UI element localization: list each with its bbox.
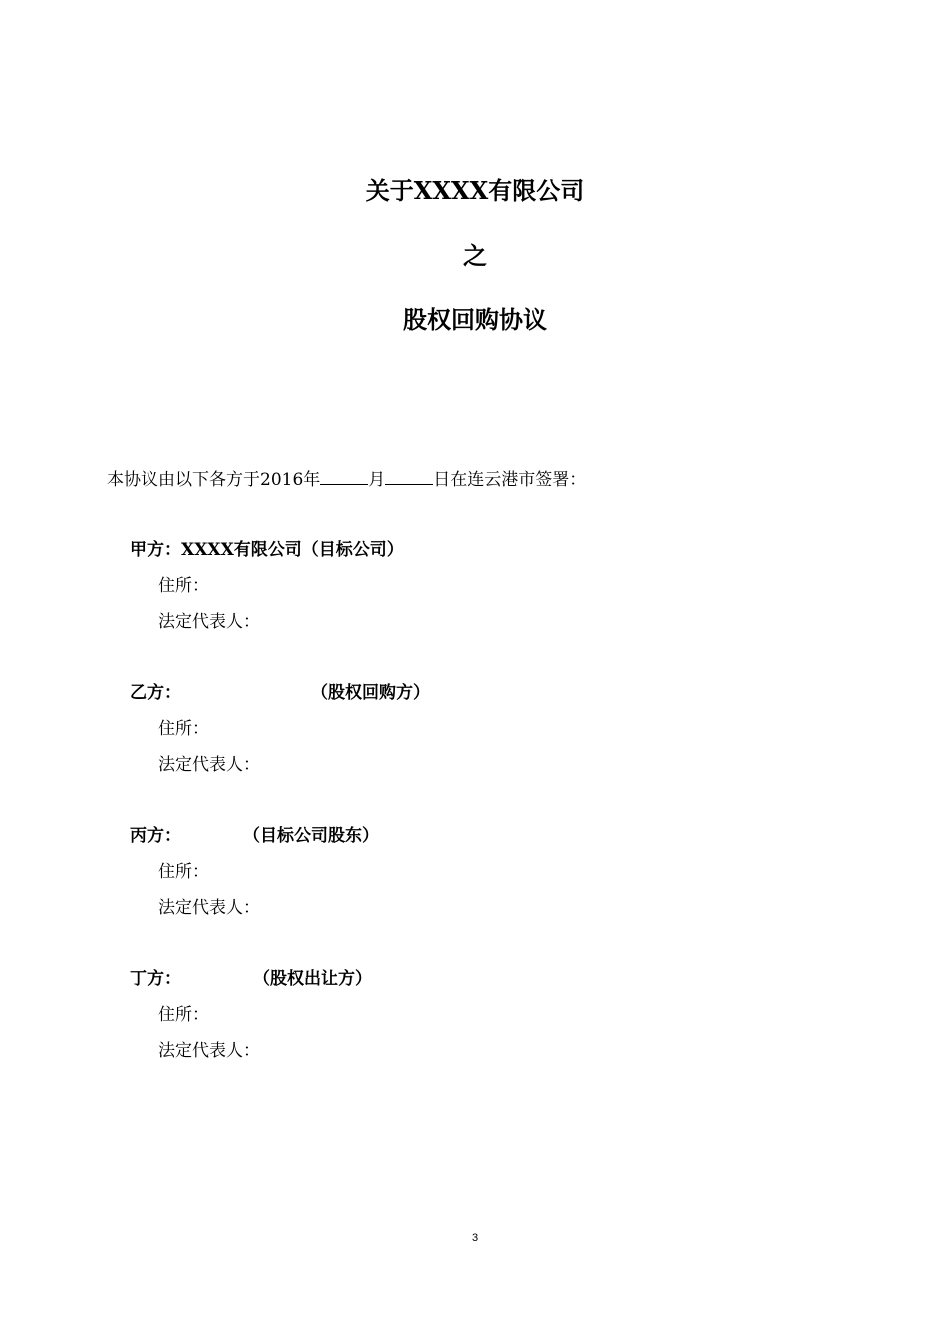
party-c-rep-label: 法定代表人：: [158, 898, 260, 918]
party-a-role: （目标公司）: [301, 540, 404, 560]
party-d-role: （股权出让方）: [253, 969, 372, 989]
month-blank: [320, 466, 368, 485]
intro-month: 月: [368, 470, 386, 490]
party-c-name: 丙方：: [130, 826, 181, 846]
party-b-role: （股权回购方）: [311, 683, 430, 703]
intro-before-month: 本协议由以下各方于2016年: [107, 470, 321, 490]
party-a-rep-label: 法定代表人：: [158, 612, 260, 632]
title-connector: 之: [463, 241, 487, 270]
party-d-name: 丁方：: [130, 969, 181, 989]
title-company: 关于XXXX有限公司: [365, 176, 585, 205]
party-c-role: （目标公司股东）: [243, 826, 379, 846]
intro-after-day: 日在连云港市签署：: [433, 470, 587, 490]
party-c-heading: [130, 823, 379, 849]
party-d-heading: [130, 966, 372, 992]
party-d-rep-label: 法定代表人：: [158, 1041, 260, 1061]
title-agreement: 股权回购协议: [403, 305, 547, 334]
intro-sentence: [107, 466, 586, 493]
party-a-heading: [130, 537, 404, 563]
party-a-address-label: 住所：: [158, 576, 209, 596]
party-c-address-label: 住所：: [158, 862, 209, 882]
party-d-address-label: 住所：: [158, 1005, 209, 1025]
party-b-heading: [130, 680, 430, 706]
page-number: 3: [471, 1232, 479, 1244]
day-blank: [385, 466, 433, 485]
party-a-name: 甲方：XXXX有限公司: [130, 540, 302, 560]
party-b-rep-label: 法定代表人：: [158, 755, 260, 775]
party-b-address-label: 住所：: [158, 719, 209, 739]
party-b-name: 乙方：: [130, 683, 181, 703]
